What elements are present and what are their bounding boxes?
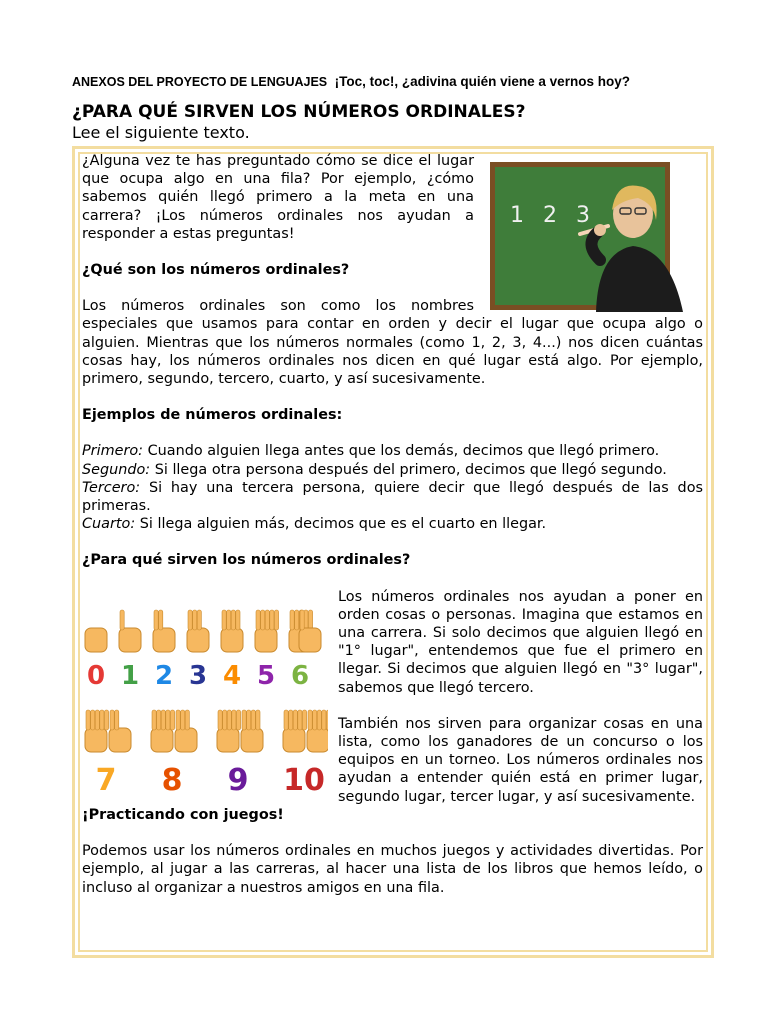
hand-icon <box>151 710 175 752</box>
page-title: ¿PARA QUÉ SIRVEN LOS NÚMEROS ORDINALES? <box>72 102 526 122</box>
number-digit: 5 <box>256 660 276 691</box>
hand-icon <box>241 710 263 752</box>
section4-heading: ¡Practicando con juegos! <box>82 806 284 823</box>
intro-paragraph: ¿Alguna vez te has preguntado cómo se dice el lugar que ocupa algo en una fila? Por ejemplo, ¿cómo sabemos quién llegó primero a la meta en una carrera? ¡Los números ordinales nos ayudan a responder a estas preguntas! <box>82 153 474 242</box>
example-term: Primero: <box>82 443 144 460</box>
section1-body: Los números ordinales son como los nombres especiales que usamos para contar en orden y decir el lugar que ocupa algo o alguien. Mientras que los números normales (como 1, 2, 3, 4...) nos dicen cuántas cosas hay, los números ordinales nos dicen en qué lugar está algo. Por ejemplo, primero, segundo, tercero, cuarto, y así sucesivamente. <box>82 298 703 388</box>
section3-heading: ¿Para qué sirven los números ordinales? <box>82 552 411 569</box>
example-tercero <box>82 479 703 515</box>
number-digit: 0 <box>86 660 106 691</box>
instruction-text: Lee el siguiente texto. <box>72 123 250 142</box>
example-term: Segundo: <box>82 461 151 478</box>
reading-content <box>82 152 703 897</box>
hand-icon <box>153 610 175 652</box>
hand-icon <box>221 610 243 652</box>
example-term: Tercero: <box>82 479 141 496</box>
section3-body-2: También nos sirven para organizar cosas en una lista, como los ganadores de un concurso o los equipos en un torneo. Los números ordinales nos ayudan a entender quién está en primer lugar, segundo lugar, tercer lugar, y así sucesivamente. <box>338 715 703 805</box>
hand-icon <box>255 610 279 652</box>
page-header <box>72 74 712 89</box>
hand-icon <box>109 710 131 752</box>
example-primero <box>82 442 703 460</box>
hand-icon <box>283 710 307 752</box>
number-digit: 1 <box>120 660 140 691</box>
header-subtitle: ¡Toc, toc!, ¿adivina quién viene a vernos hoy? <box>334 74 630 89</box>
hand-icon <box>85 710 109 752</box>
hand-icon <box>85 628 107 652</box>
number-digit: 9 <box>227 762 249 798</box>
section2-heading: Ejemplos de números ordinales: <box>82 407 343 424</box>
example-segundo <box>82 461 703 479</box>
number-digit: 2 <box>154 660 174 691</box>
teacher-chalkboard-image <box>488 160 703 312</box>
section1-heading: ¿Qué son los números ordinales? <box>82 262 350 279</box>
hand-icon <box>175 710 197 752</box>
example-text: Si llega otra persona después del primero, decimos que llegó segundo. <box>150 461 667 478</box>
header-project: ANEXOS DEL PROYECTO DE LENGUAJES <box>72 75 328 89</box>
number-digit: 7 <box>95 762 117 798</box>
example-term: Cuarto: <box>82 516 136 533</box>
example-text: Si hay una tercera persona, quiere decir que llegó después de las dos primeras. <box>82 479 703 515</box>
section3-body-1: Los números ordinales nos ayudan a poner en orden cosas o personas. Imagina que estamos en una carrera. Si solo decimos que alguien llegó en "1° lugar", entendemos que fue el primero en llegar. Si decimos que alguien llegó en "3° lugar", sabemos que llegó tercero. <box>338 588 703 696</box>
example-text: Cuando alguien llega antes que los demás, decimos que llegó primero. <box>143 443 660 460</box>
number-digit: 6 <box>290 660 310 691</box>
counting-hands-image <box>82 592 328 802</box>
hand-icon <box>187 610 209 652</box>
hand-icon <box>217 710 241 752</box>
chalkboard-numbers: 1 2 3 <box>510 203 596 228</box>
number-digit: 3 <box>188 660 208 691</box>
number-digit: 10 <box>283 762 325 798</box>
number-digit: 4 <box>222 660 242 691</box>
example-text: Si llega alguien más, decimos que es el cuarto en llegar. <box>135 516 547 533</box>
example-cuarto <box>82 515 703 533</box>
section4-body: Podemos usar los números ordinales en muchos juegos y actividades divertidas. Por ejemplo, al jugar a las carreras, al hacer una lista de los libros que hemos leído, o incluso al organizar a nuestros amigos en una fila. <box>82 843 703 896</box>
number-digit: 8 <box>161 762 183 798</box>
hand-icon <box>307 710 328 752</box>
hand-icon <box>119 610 141 652</box>
